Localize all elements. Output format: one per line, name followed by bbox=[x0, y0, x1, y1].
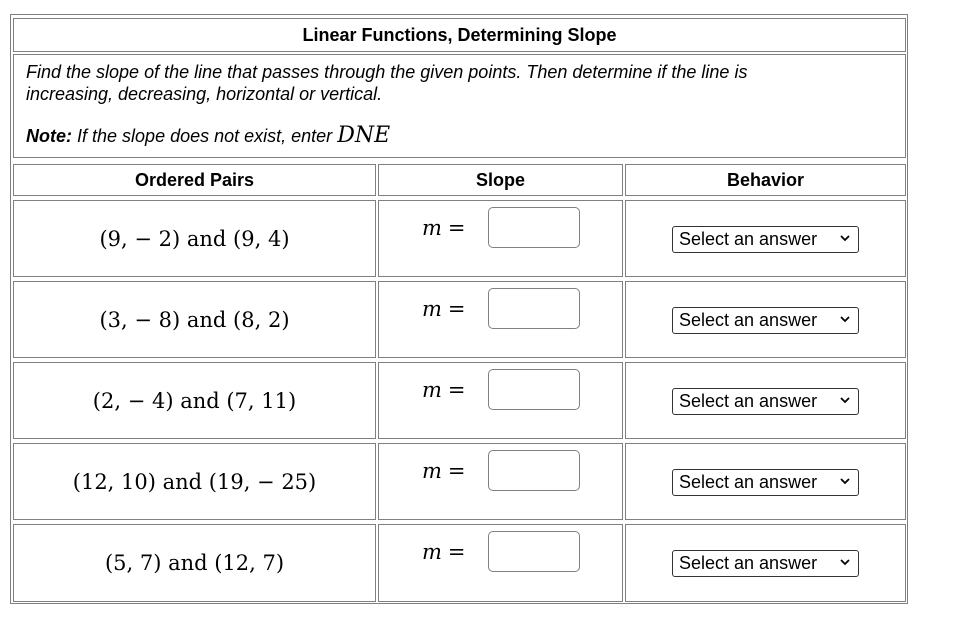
slope-label-4: m = bbox=[422, 459, 466, 483]
behavior-cell-5 bbox=[625, 524, 906, 602]
behavior-select-5-value: Select an answer bbox=[679, 553, 818, 573]
chevron-down-icon bbox=[839, 475, 851, 487]
behavior-select-1[interactable] bbox=[672, 226, 859, 253]
slope-input-5[interactable] bbox=[488, 531, 580, 572]
slope-input-3[interactable] bbox=[488, 369, 580, 410]
ordered-pair-2: (3, − 8) and (8, 2) bbox=[13, 281, 376, 358]
slope-cell-3 bbox=[378, 362, 623, 439]
behavior-cell-3 bbox=[625, 362, 906, 439]
behavior-select-4[interactable] bbox=[672, 469, 859, 496]
behavior-select-3-value: Select an answer bbox=[679, 391, 818, 411]
note-label: Note: bbox=[26, 126, 72, 146]
behavior-select-3[interactable] bbox=[672, 388, 859, 415]
ordered-pair-4: (12, 10) and (19, − 25) bbox=[13, 443, 376, 520]
chevron-down-icon bbox=[839, 313, 851, 325]
behavior-cell-4 bbox=[625, 443, 906, 520]
behavior-select-2[interactable] bbox=[672, 307, 859, 334]
slope-input-1[interactable] bbox=[488, 207, 580, 248]
note bbox=[26, 125, 905, 147]
header-ordered-pairs: Ordered Pairs bbox=[13, 164, 376, 196]
slope-label-3: m = bbox=[422, 378, 466, 402]
chevron-down-icon bbox=[839, 232, 851, 244]
instructions-line-1: Find the slope of the line that passes through the given points. Then determine if the line is bbox=[26, 62, 748, 82]
slope-cell-4 bbox=[378, 443, 623, 520]
behavior-select-5[interactable] bbox=[672, 550, 859, 577]
chevron-down-icon bbox=[839, 394, 851, 406]
slope-label-2: m = bbox=[422, 297, 466, 321]
slope-label-1: m = bbox=[422, 216, 466, 240]
behavior-select-1-value: Select an answer bbox=[679, 229, 818, 249]
chevron-down-icon bbox=[839, 556, 851, 568]
note-text: If the slope does not exist, enter bbox=[77, 126, 333, 146]
behavior-cell-2 bbox=[625, 281, 906, 358]
ordered-pair-3: (2, − 4) and (7, 11) bbox=[13, 362, 376, 439]
note-dne: DNE bbox=[337, 123, 391, 148]
header-behavior: Behavior bbox=[625, 164, 906, 196]
behavior-cell-1 bbox=[625, 200, 906, 277]
slope-cell-1 bbox=[378, 200, 623, 277]
slope-cell-5 bbox=[378, 524, 623, 602]
ordered-pair-1: (9, − 2) and (9, 4) bbox=[13, 200, 376, 277]
header-slope: Slope bbox=[378, 164, 623, 196]
instructions bbox=[13, 54, 906, 158]
instructions-line-2: increasing, decreasing, horizontal or vertical. bbox=[26, 84, 383, 104]
behavior-select-4-value: Select an answer bbox=[679, 472, 818, 492]
slope-input-4[interactable] bbox=[488, 450, 580, 491]
behavior-select-2-value: Select an answer bbox=[679, 310, 818, 330]
slope-label-5: m = bbox=[422, 540, 466, 564]
slope-cell-2 bbox=[378, 281, 623, 358]
page-title: Linear Functions, Determining Slope bbox=[13, 18, 906, 52]
slope-input-2[interactable] bbox=[488, 288, 580, 329]
ordered-pair-5: (5, 7) and (12, 7) bbox=[13, 524, 376, 602]
